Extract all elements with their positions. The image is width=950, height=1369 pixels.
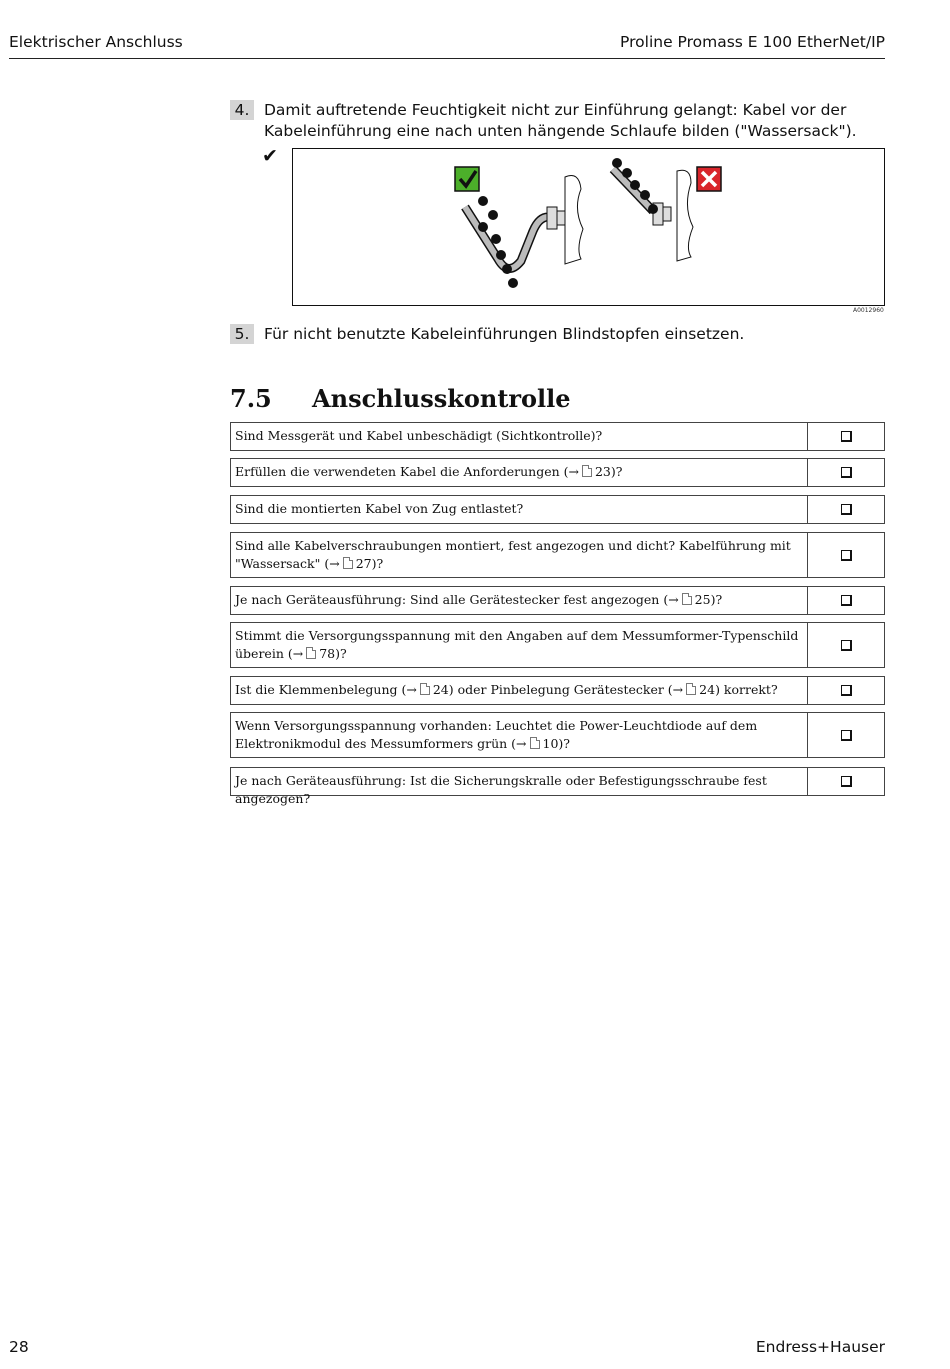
checklist-row (230, 767, 885, 806)
checklist-question: Stimmt die Versorgungsspannung mit den Angaben auf dem Messumformer-Typenschild überein (→ 78)? (235, 628, 799, 661)
checklist-question: Je nach Geräteausführung: Sind alle Gerätestecker fest angezogen (→ 25)? (235, 592, 723, 607)
checkbox-icon[interactable] (807, 713, 884, 757)
section-number: 7.5 (230, 384, 272, 413)
header-chapter: Elektrischer Anschluss (9, 33, 183, 51)
step-number: 4. (230, 100, 254, 120)
checklist-question: Sind Messgerät und Kabel unbeschädigt (Sichtkontrolle)? (235, 428, 603, 443)
checklist-row (230, 622, 885, 668)
step-number: 5. (230, 324, 254, 344)
page-ref-icon (306, 647, 316, 659)
checklist-row (230, 532, 885, 578)
checklist-question: Je nach Geräteausführung: Ist die Sicherungskralle oder Befestigungsschraube fest angezogen? (235, 773, 767, 806)
checklist-question: Erfüllen die verwendeten Kabel die Anforderungen (→ 23)? (235, 464, 623, 479)
checkbox-icon[interactable] (807, 423, 884, 450)
checklist-question: Wenn Versorgungsspannung vorhanden: Leuchtet die Power-Leuchtdiode auf dem Elektronikmodul des Messumformers grün (→ 10)? (235, 718, 758, 751)
checklist-question: Sind die montierten Kabel von Zug entlastet? (235, 501, 524, 516)
checklist-question: Ist die Klemmenbelegung (→ 24) oder Pinbelegung Gerätestecker (→ 24) korrekt? (235, 682, 778, 697)
checklist-question: Sind alle Kabelverschraubungen montiert, fest angezogen und dicht? Kabelführung mit "Wassersack" (→ 27)? (235, 538, 791, 571)
checklist-row (230, 712, 885, 758)
cable-with-loop (465, 176, 583, 289)
section-title: Anschlusskontrolle (312, 384, 571, 413)
checkbox-icon[interactable] (807, 459, 884, 486)
page-ref-icon (682, 593, 692, 605)
page-ref-icon (420, 683, 430, 695)
checklist-row (230, 586, 885, 615)
check-icon (455, 167, 479, 191)
header-product: Proline Promass E 100 EtherNet/IP (620, 33, 885, 51)
step-text: Für nicht benutzte Kabeleinführungen Blindstopfen einsetzen. (264, 325, 745, 343)
checklist-row (230, 458, 885, 487)
checkbox-icon[interactable] (807, 623, 884, 667)
step-text: Damit auftretende Feuchtigkeit nicht zur Einführung gelangt: Kabel vor der Kabeleinführung eine nach unten hängende Schlaufe bilden ("Wassersack"). (264, 101, 857, 140)
header-rule (9, 58, 885, 59)
checklist-row (230, 495, 885, 524)
result-check-icon: ✔ (262, 145, 278, 167)
checkbox-icon[interactable] (807, 768, 884, 795)
page-ref-icon (686, 683, 696, 695)
checkbox-icon[interactable] (807, 496, 884, 523)
checklist-row (230, 422, 885, 451)
cable-loop-figure (292, 148, 885, 306)
cross-icon (697, 167, 721, 191)
checkbox-icon[interactable] (807, 533, 884, 577)
page-number: 28 (9, 1338, 29, 1356)
brand-name: Endress+Hauser (755, 1338, 885, 1356)
checkbox-icon[interactable] (807, 677, 884, 704)
cable-no-loop (612, 158, 693, 261)
figure-id: A0012960 (853, 307, 884, 314)
page-ref-icon (343, 557, 353, 569)
checklist-row (230, 676, 885, 705)
page-ref-icon (582, 465, 592, 477)
page-ref-icon (530, 737, 540, 749)
checkbox-icon[interactable] (807, 587, 884, 614)
